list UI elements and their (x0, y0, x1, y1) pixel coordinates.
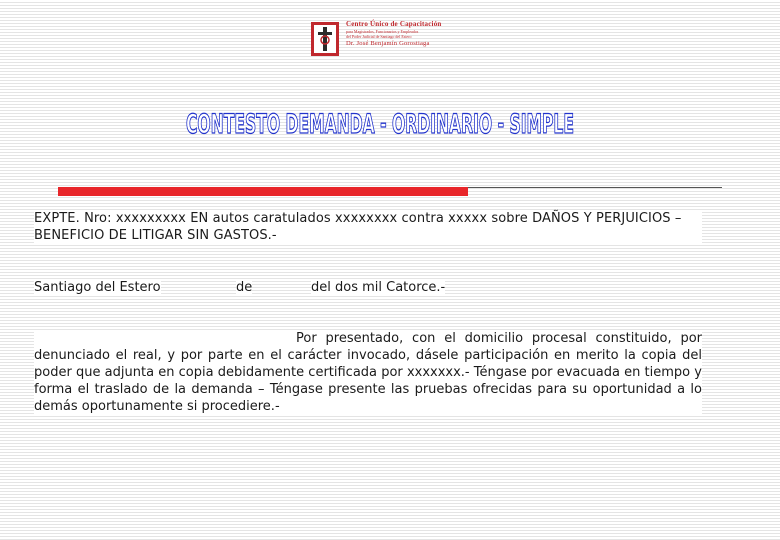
divider-line (468, 187, 722, 188)
institution-logo (310, 18, 470, 60)
resolution-body: Por presentado, con el domicilio procesal constituido, por denunciado el real, y por parte en el carácter invocado, dásele participación en merito la copia del poder que adjunta en copia debidamente certificada por xxxxxxx.- Téngase por evacuada en tiempo y forma el traslado de la demanda – Téngase presente las pruebas ofrecidas para su oportunidad a lo demás oportunamente si procediere.- (34, 331, 702, 414)
logo-subtitle-1: para Magistrados, Funcionarios y Empleados (346, 29, 419, 34)
page-title: CONTESTO DEMANDA - ORDINARIO - SIMPLE (186, 109, 574, 139)
page-title-art (180, 107, 580, 139)
logo-subtitle-2: del Poder Judicial de Santiago del Estero (346, 34, 412, 39)
logo-person: Dr. José Benjamín Gorostiaga (346, 40, 430, 47)
place-year: del dos mil Catorce.- (311, 280, 446, 295)
logo-name: Centro Único de Capacitación (346, 20, 442, 28)
accent-bar (58, 187, 468, 196)
place-city: Santiago del Estero (34, 280, 161, 295)
crest-icon (310, 20, 340, 58)
place-de: de (236, 280, 253, 295)
case-reference: EXPTE. Nro: xxxxxxxxx EN autos caratulados xxxxxxxx contra xxxxx sobre DAÑOS Y PERJUICIOS – BENEFICIO DE LITIGAR SIN GASTOS.- (34, 210, 702, 244)
page-title-container (180, 107, 580, 139)
